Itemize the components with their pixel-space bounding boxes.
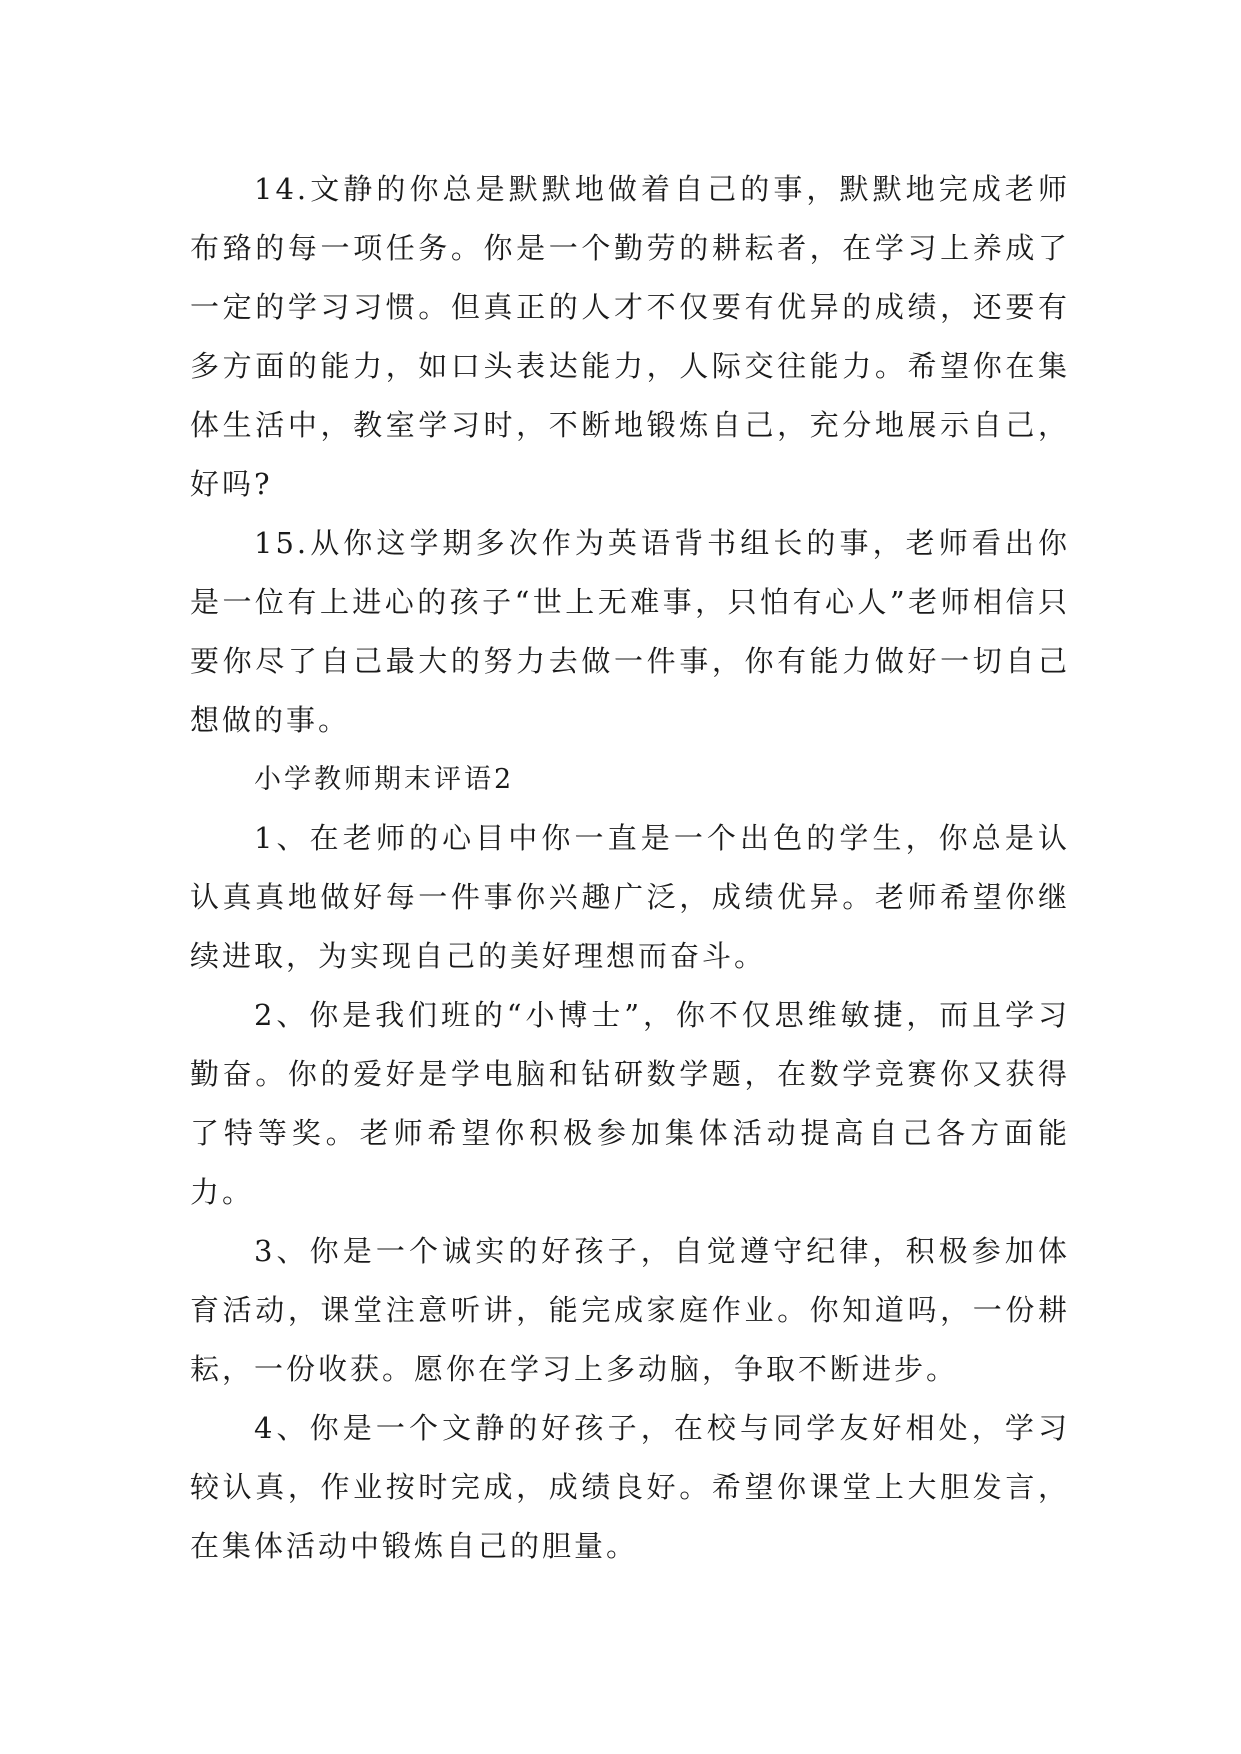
comment-paragraph-14: 14.文静的你总是默默地做着自己的事，默默地完成老师布臵的每一项任务。你是一个勤劳的耕耘者，在学习上养成了一定的学习习惯。但真正的人才不仅要有优异的成绩，还要有多方面的能力，如口头表达能力，人际交往能力。希望你在集体生活中，教室学习时，不断地锻炼自己，充分地展示自己，好吗? <box>190 172 1070 501</box>
comment-paragraph-2: 2、你是我们班的“小博士”，你不仅思维敏捷，而且学习勤奋。你的爱好是学电脑和钻研数学题，在数学竞赛你又获得了特等奖。老师希望你积极参加集体活动提高自己各方面能力。 <box>190 998 1070 1209</box>
comment-paragraph-3: 3、你是一个诚实的好孩子，自觉遵守纪律，积极参加体育活动，课堂注意听讲，能完成家庭作业。你知道吗，一份耕耘，一份收获。愿你在学习上多动脑，争取不断进步。 <box>190 1234 1070 1386</box>
document-body <box>190 160 1070 1576</box>
comment-paragraph-15: 15.从你这学期多次作为英语背书组长的事，老师看出你是一位有上进心的孩子“世上无难事，只怕有心人”老师相信只要你尽了自己最大的努力去做一件事，你有能力做好一切自己想做的事。 <box>190 526 1070 737</box>
comment-paragraph-1: 1、在老师的心目中你一直是一个出色的学生，你总是认认真真地做好每一件事你兴趣广泛，成绩优异。老师希望你继续进取，为实现自己的美好理想而奋斗。 <box>190 821 1070 973</box>
comment-paragraph-4: 4、你是一个文静的好孩子，在校与同学友好相处，学习较认真，作业按时完成，成绩良好。希望你课堂上大胆发言，在集体活动中锻炼自己的胆量。 <box>190 1411 1070 1563</box>
section-heading: 小学教师期末评语2 <box>254 764 515 795</box>
